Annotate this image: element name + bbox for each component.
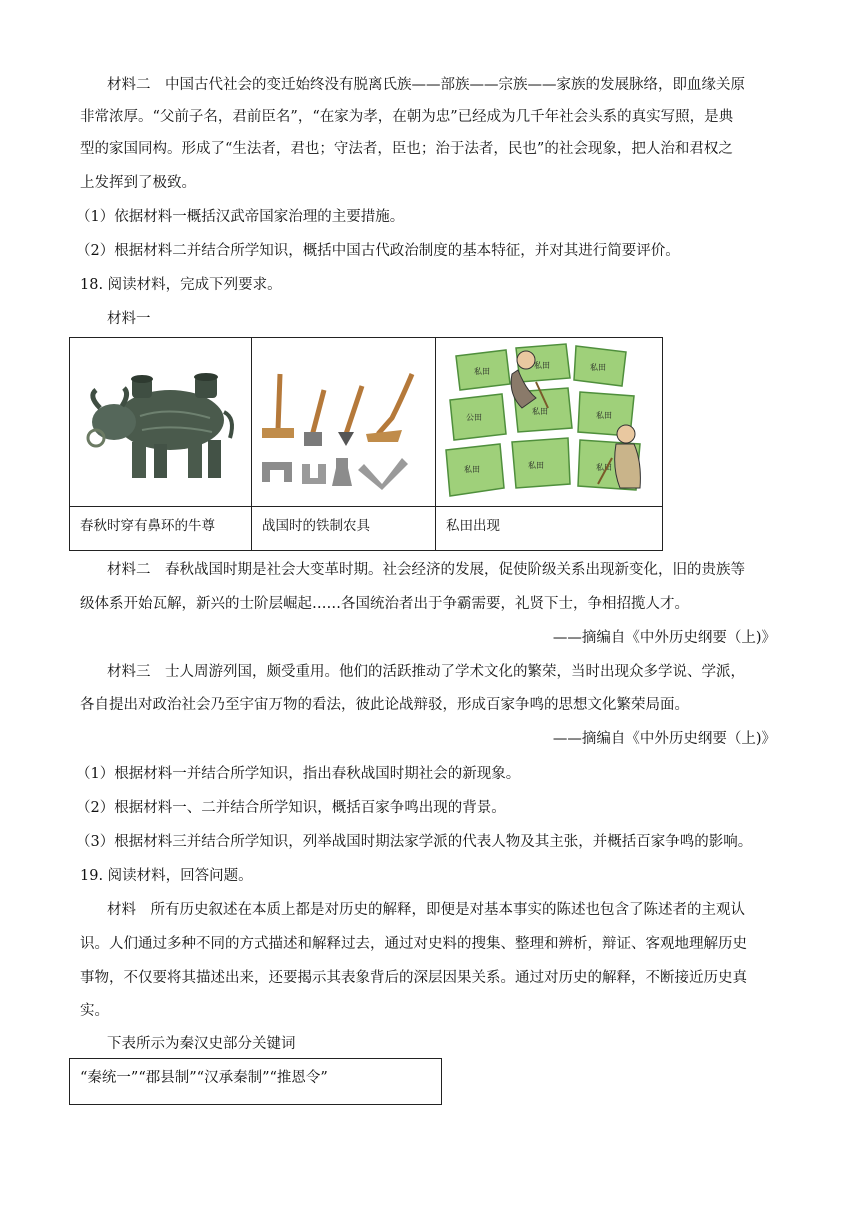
field-label-3: 私田	[590, 363, 606, 372]
caption-iron-tools: 战国时的铁制农具	[262, 518, 370, 534]
cell-private-fields	[436, 338, 662, 550]
field-label-6: 私田	[596, 411, 612, 420]
q19-heading: 19. 阅读材料，回答问题。	[80, 868, 253, 884]
material-image-table	[69, 337, 663, 551]
field-label-2: 私田	[534, 361, 550, 370]
field-label-8: 私田	[528, 461, 544, 470]
keyword-text: “秦统一”“郡县制”“汉承秦制”“推恩令”	[80, 1070, 328, 1086]
q18-mat3-line1: 材料三 士人周游列国，颇受重用。他们的活跃推动了学术文化的繁荣，当时出现众多学说、学派，	[107, 664, 745, 680]
q18-mat3-source: ——摘编自《中外历史纲要（上)》	[552, 731, 776, 747]
q18-item3: （3）根据材料三并结合所学知识，列举战国时期法家学派的代表人物及其主张，并概括百家争鸣的影响。	[76, 834, 753, 850]
iron-tools-icon	[252, 338, 435, 506]
q18-item2: （2）根据材料一、二并结合所学知识，概括百家争鸣出现的背景。	[76, 800, 506, 816]
q19-mat-line3: 事物，不仅要将其描述出来，还要揭示其表象背后的深层因果关系。通过对历史的解释，不断接近历史真	[80, 970, 747, 986]
mat2-top-line3: 型的家国同构。形成了“生法者，君也；守法者，臣也；治于法者，民也”的社会现象，把人治和君权之	[80, 141, 733, 157]
bronze-ox-icon	[70, 338, 251, 506]
field-label-1: 私田	[474, 367, 490, 376]
caption-ox-zun: 春秋时穿有鼻环的牛尊	[80, 518, 215, 534]
field-label-9: 私田	[596, 463, 612, 472]
field-label-5: 私田	[532, 407, 548, 416]
q19-table-intro: 下表所示为秦汉史部分关键词	[107, 1036, 296, 1052]
private-fields-icon	[436, 338, 661, 506]
q17-item1: （1）依据材料一概括汉武帝国家治理的主要措施。	[76, 209, 405, 225]
q18-heading: 18. 阅读材料，完成下列要求。	[80, 277, 282, 293]
q18-mat2-source: ——摘编自《中外历史纲要（上)》	[552, 630, 776, 646]
private-fields-image	[436, 338, 662, 507]
q19-mat-line1: 材料 所有历史叙述在本质上都是对历史的解释，即便是对基本事实的陈述也包含了陈述者的主观认	[107, 902, 745, 918]
q19-mat-line4: 实。	[80, 1003, 109, 1019]
q18-item1: （1）根据材料一并结合所学知识，指出春秋战国时期社会的新现象。	[76, 766, 521, 782]
cell-iron-tools	[252, 338, 436, 550]
mat2-top-line1: 材料二 中国古代社会的变迁始终没有脱离氏族——部族——宗族——家族的发展脉络，即血缘关原	[107, 77, 745, 93]
q18-mat3-line2: 各自提出对政治社会乃至宇宙万物的看法，彼此论战辩驳，形成百家争鸣的思想文化繁荣局面。	[80, 697, 689, 713]
q17-item2: （2）根据材料二并结合所学知识，概括中国古代政治制度的基本特征，并对其进行简要评价。	[76, 243, 680, 259]
mat2-top-line2: 非常浓厚。“父前子名，君前臣名”，“在家为孝，在朝为忠”已经成为几千年社会头系的真实写照，是典	[80, 109, 734, 125]
q19-mat-line2: 识。人们通过多种不同的方式描述和解释过去，通过对史料的搜集、整理和辨析，辩证、客观地理解历史	[80, 936, 747, 952]
field-label-7: 私田	[464, 465, 480, 474]
ox-zun-image	[70, 338, 251, 507]
iron-tools-image	[252, 338, 435, 507]
q18-mat1-label: 材料一	[107, 311, 151, 327]
q18-mat2-line2: 级体系开始瓦解，新兴的士阶层崛起……各国统治者出于争霸需要，礼贤下士，争相招揽人才。	[80, 596, 689, 612]
keyword-box	[69, 1058, 442, 1105]
mat2-top-line4: 上发挥到了极致。	[80, 175, 196, 191]
cell-ox-zun	[70, 338, 252, 550]
field-label-4: 公田	[466, 413, 482, 422]
caption-private-fields: 私田出现	[446, 518, 500, 534]
q18-mat2-line1: 材料二 春秋战国时期是社会大变革时期。社会经济的发展，促使阶级关系出现新变化，旧的贵族等	[107, 562, 745, 578]
